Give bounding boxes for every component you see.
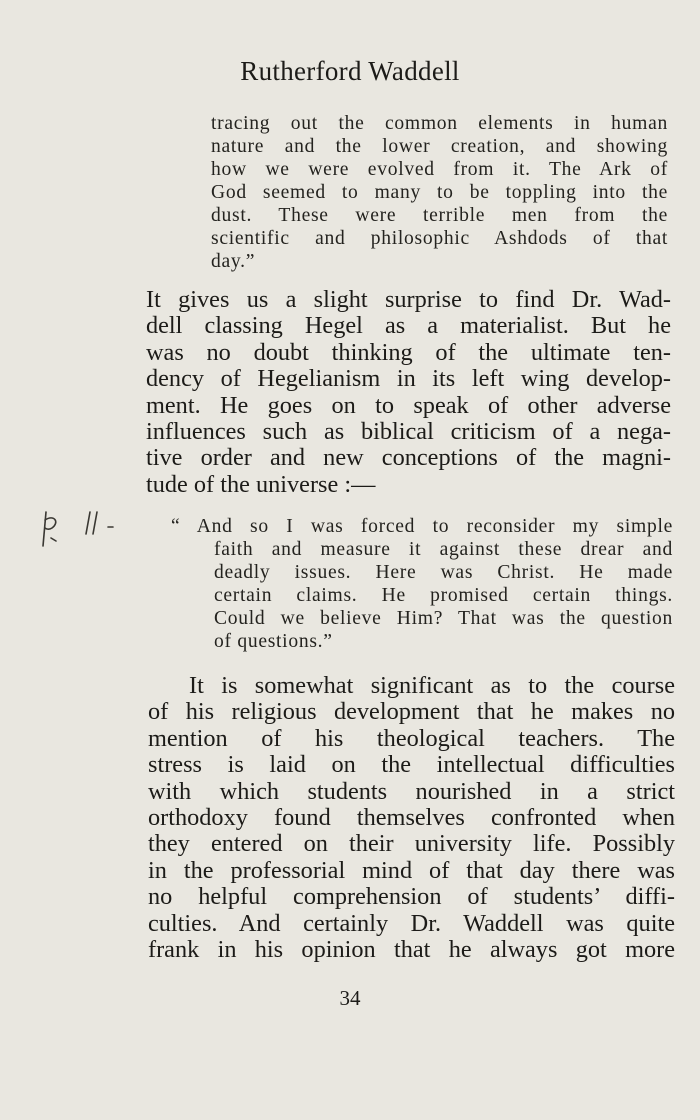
paragraph-line: with which students nourished in a strict: [148, 777, 675, 805]
quote-line: how we were evolved from it. The Ark of: [211, 159, 668, 180]
paragraph-line: culties. And certainly Dr. Waddell was quite: [148, 909, 675, 937]
quote-line: God seemed to many to be toppling into the: [211, 182, 668, 203]
paragraph-line: they entered on their university life. Possibly: [148, 830, 675, 858]
running-head: Rutherford Waddell: [240, 56, 460, 86]
quote-line: nature and the lower creation, and showing: [211, 136, 668, 157]
quote-line: tracing out the common elements in human: [211, 113, 668, 134]
paragraph-line: tude of the universe :—: [146, 470, 376, 498]
paragraph-line: ment. He goes on to speak of other adverse: [146, 391, 671, 419]
quote-line: “ And so I was forced to reconsider my simple: [171, 516, 673, 537]
paragraph-line: was no doubt thinking of the ultimate ten-: [146, 338, 671, 366]
paragraph-line: dell classing Hegel as a materialist. But he: [146, 312, 671, 340]
quote-line: faith and measure it against these drear and: [214, 539, 673, 560]
page-number: 34: [339, 986, 361, 1010]
paragraph-line: mention of his theological teachers. The: [148, 724, 675, 752]
paragraph-1: [146, 287, 671, 498]
paragraph-line: dency of Hegelianism in its left wing develop-: [146, 365, 671, 393]
paragraph-line: influences such as biblical criticism of a nega-: [146, 418, 671, 446]
quote-line: scientific and philosophic Ashdods of that: [211, 228, 668, 249]
block-quote-1: [211, 112, 668, 273]
paragraph-line: no helpful comprehension of students’ diffi-: [148, 883, 675, 911]
quote-line: day.”: [211, 251, 256, 272]
quote-line: dust. These were terrible men from the: [211, 205, 668, 226]
paragraph-line: of his religious development that he makes no: [148, 698, 675, 726]
paragraph-line: It is somewhat significant as to the course: [189, 672, 675, 699]
paragraph-line: stress is laid on the intellectual difficulties: [148, 751, 675, 779]
handwritten-margin-note: [40, 508, 130, 558]
quote-line: of questions.”: [214, 631, 333, 652]
paragraph-line: in the professorial mind of that day there was: [148, 856, 675, 884]
paragraph-line: orthodoxy found themselves confronted when: [148, 804, 675, 832]
quote-line: Could we believe Him? That was the question: [214, 608, 673, 629]
paragraph-2: [148, 673, 675, 963]
paragraph-line: It gives us a slight surprise to find Dr. Wad-: [146, 286, 671, 313]
block-quote-2: [171, 515, 673, 653]
paragraph-line: tive order and new conceptions of the magni-: [146, 444, 671, 472]
quote-line: certain claims. He promised certain things.: [214, 585, 673, 606]
quote-line: deadly issues. Here was Christ. He made: [214, 562, 673, 583]
paragraph-line: frank in his opinion that he always got more: [148, 936, 675, 964]
